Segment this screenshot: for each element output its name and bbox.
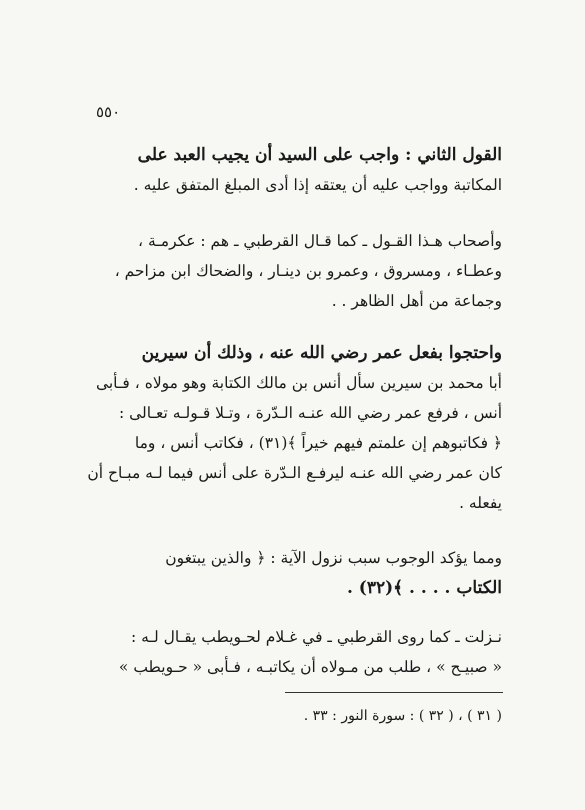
paragraph-story [87, 622, 502, 682]
para5-line1: نـزلت ـ كما روى القرطبي ـ في غـلام لحـويطب يقـال لـه : [131, 628, 502, 646]
para2-line1: وأصحاب هـذا القـول ـ كما قـال القرطبي ـ هم : عكرمـة ، [138, 232, 502, 250]
para1-line1: القول الثاني : واجب على السيد أن يجيب العبد على [137, 145, 502, 165]
para3-line6: يفعله . [459, 494, 502, 512]
para2-line3: وجماعة من أهل الظاهر . . [331, 292, 502, 310]
footnote: ( ٣١ ) ، ( ٣٢ ) : سورة النور : ٣٣ . [303, 708, 502, 724]
footnote-separator [285, 692, 503, 693]
paragraph-revelation-cause [87, 543, 502, 603]
paragraph-second-opinion [87, 140, 502, 200]
para2-line2: وعطـاء ، ومسروق ، وعمرو بن دينـار ، والضحاك ابن مزاحم ، [114, 262, 502, 280]
para4-line1: ومما يؤكد الوجوب سبب نزول الآية : ﴿ والذين يبتغون [165, 549, 502, 567]
paragraph-proponents [87, 226, 502, 316]
para3-line4: ﴿ فكاتبوهم إن علمتم فيهم خيراً ﴾(٣١) ، فكاتب أنس ، وما [134, 434, 502, 452]
paragraph-evidence [87, 338, 502, 518]
para3-line1: واحتجوا بفعل عمر رضي الله عنه ، وذلك أن سيرين [141, 343, 502, 363]
para3-line2: أبا محمد بن سيرين سأل أنس بن مالك الكتابة وهو مولاه ، فـأبى [95, 374, 502, 392]
page-number: ٥٥٠ [96, 103, 121, 121]
para4-line2: الكتاب . . . . ﴾(٣٢) . [346, 578, 502, 598]
para3-line3: أنس ، فرفع عمر رضي الله عنـه الـدّرة ، وتـلا قـولـه تعـالى : [118, 404, 502, 422]
para3-line5: كان عمر رضي الله عنـه ليرفـع الـدّرة على أنس فيما لـه مبـاح أن [87, 464, 502, 482]
para1-line2: المكاتبة وواجب عليه أن يعتقه إذا أدى المبلغ المتفق عليه . [133, 176, 502, 194]
para5-line2: « صبيـح » ، طلب من مـولاه أن يكاتبـه ، فـأبى « حـويطب » [118, 658, 502, 676]
